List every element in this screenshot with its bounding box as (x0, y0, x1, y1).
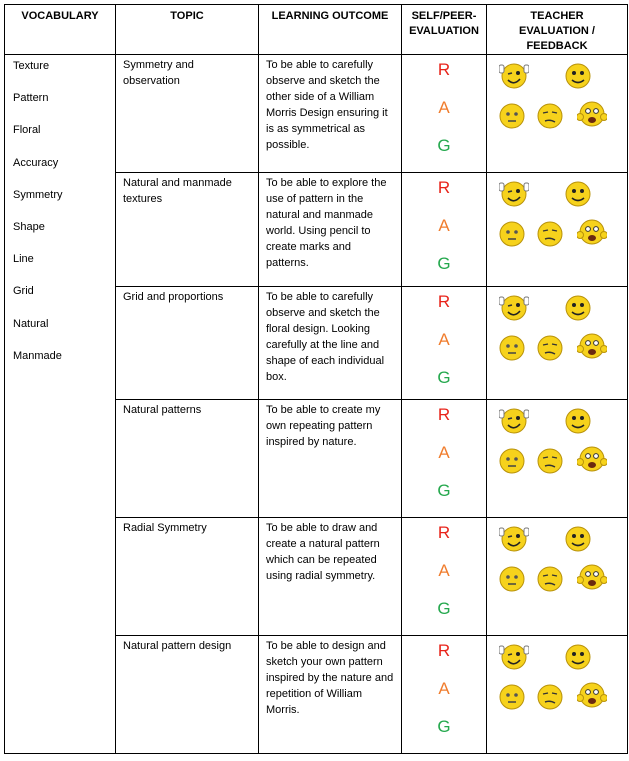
learning-outcome-cell: To be able to carefully observe and sketch the floral design. Looking carefully at the line and shape of each individual box. (259, 287, 402, 400)
vocabulary-item: Natural (13, 317, 49, 330)
topic-cell: Grid and proportions (116, 287, 259, 400)
neutral-icon[interactable] (497, 101, 527, 131)
rag-red[interactable]: R (437, 60, 451, 79)
vocabulary-item: Manmade (13, 349, 62, 362)
vocabulary-list (5, 55, 116, 754)
learning-outcome-cell: To be able to explore the use of pattern in the natural and manmade world. Using pencil to create marks and patterns. (259, 173, 402, 287)
neutral-icon[interactable] (497, 219, 527, 249)
worried-icon[interactable] (577, 99, 607, 129)
table-row (5, 55, 628, 173)
thumbs-up-wink-icon[interactable] (499, 61, 529, 91)
rag-evaluation-cell[interactable] (402, 55, 487, 173)
header-teacher-evaluation: TEACHER EVALUATION / FEEDBACK (487, 5, 628, 55)
rag-red[interactable]: R (437, 405, 451, 424)
neutral-icon[interactable] (497, 333, 527, 363)
rag-amber[interactable]: A (438, 443, 450, 462)
thumbs-up-wink-icon[interactable] (499, 293, 529, 323)
teacher-feedback-cell[interactable] (487, 287, 628, 400)
topic-cell: Natural pattern design (116, 636, 259, 754)
topic-cell: Radial Symmetry (116, 518, 259, 636)
smile-icon[interactable] (563, 293, 593, 323)
vocabulary-item: Accuracy (13, 156, 59, 169)
unsure-icon[interactable] (535, 101, 565, 131)
thumbs-up-wink-icon[interactable] (499, 406, 529, 436)
rag-red[interactable]: R (437, 523, 451, 542)
unsure-icon[interactable] (535, 682, 565, 712)
rag-amber[interactable]: A (438, 330, 450, 349)
rag-evaluation-cell[interactable] (402, 287, 487, 400)
teacher-feedback-cell[interactable] (487, 400, 628, 518)
rag-green[interactable]: G (437, 136, 451, 155)
smile-icon[interactable] (563, 61, 593, 91)
vocabulary-item: Floral (13, 124, 41, 137)
unsure-icon[interactable] (535, 446, 565, 476)
unsure-icon[interactable] (535, 333, 565, 363)
rag-evaluation-cell[interactable] (402, 400, 487, 518)
rag-green[interactable]: G (437, 254, 451, 273)
vocabulary-item: Pattern (13, 92, 49, 105)
neutral-icon[interactable] (497, 682, 527, 712)
topic-cell: Natural patterns (116, 400, 259, 518)
topic-cell: Symmetry and observation (116, 55, 259, 173)
learning-outcome-cell: To be able to create my own repeating pattern inspired by nature. (259, 400, 402, 518)
thumbs-up-wink-icon[interactable] (499, 179, 529, 209)
header-topic: TOPIC (116, 5, 259, 55)
learning-outcome-cell: To be able to design and sketch your own pattern inspired by the nature and repetition of William Morris. (259, 636, 402, 754)
neutral-icon[interactable] (497, 446, 527, 476)
thumbs-up-wink-icon[interactable] (499, 524, 529, 554)
teacher-feedback-cell[interactable] (487, 636, 628, 754)
smile-icon[interactable] (563, 524, 593, 554)
rag-evaluation-cell[interactable] (402, 518, 487, 636)
worried-icon[interactable] (577, 217, 607, 247)
header-row (5, 5, 628, 55)
worried-icon[interactable] (577, 562, 607, 592)
rag-red[interactable]: R (437, 292, 451, 311)
worried-icon[interactable] (577, 444, 607, 474)
lesson-table (4, 4, 628, 754)
vocabulary-item: Texture (13, 60, 50, 72)
header-self-peer-evaluation: SELF/PEER- EVALUATION (402, 5, 487, 55)
rag-green[interactable]: G (437, 599, 451, 618)
smile-icon[interactable] (563, 642, 593, 672)
rag-green[interactable]: G (437, 368, 451, 387)
rag-amber[interactable]: A (438, 561, 450, 580)
learning-outcome-cell: To be able to carefully observe and sketch the other side of a William Morris Design ensuring it is as symmetrical as possible. (259, 55, 402, 173)
rag-green[interactable]: G (437, 481, 451, 500)
rag-amber[interactable]: A (438, 98, 450, 117)
topic-cell: Natural and manmade textures (116, 173, 259, 287)
rag-red[interactable]: R (437, 641, 451, 660)
unsure-icon[interactable] (535, 564, 565, 594)
rag-evaluation-cell[interactable] (402, 173, 487, 287)
unsure-icon[interactable] (535, 219, 565, 249)
vocabulary-item: Shape (13, 220, 45, 233)
header-vocabulary: VOCABULARY (5, 5, 116, 55)
vocabulary-item: Grid (13, 285, 34, 298)
vocabulary-item: Symmetry (13, 188, 63, 201)
teacher-feedback-cell[interactable] (487, 518, 628, 636)
rag-amber[interactable]: A (438, 679, 450, 698)
thumbs-up-wink-icon[interactable] (499, 642, 529, 672)
learning-outcome-cell: To be able to draw and create a natural pattern which can be repeated using radial symmetry. (259, 518, 402, 636)
teacher-feedback-cell[interactable] (487, 173, 628, 287)
smile-icon[interactable] (563, 179, 593, 209)
neutral-icon[interactable] (497, 564, 527, 594)
header-learning-outcome: LEARNING OUTCOME (259, 5, 402, 55)
worried-icon[interactable] (577, 680, 607, 710)
rag-amber[interactable]: A (438, 216, 450, 235)
worried-icon[interactable] (577, 331, 607, 361)
rag-evaluation-cell[interactable] (402, 636, 487, 754)
rag-red[interactable]: R (437, 178, 451, 197)
vocabulary-item: Line (13, 253, 34, 266)
smile-icon[interactable] (563, 406, 593, 436)
rag-green[interactable]: G (437, 717, 451, 736)
teacher-feedback-cell[interactable] (487, 55, 628, 173)
